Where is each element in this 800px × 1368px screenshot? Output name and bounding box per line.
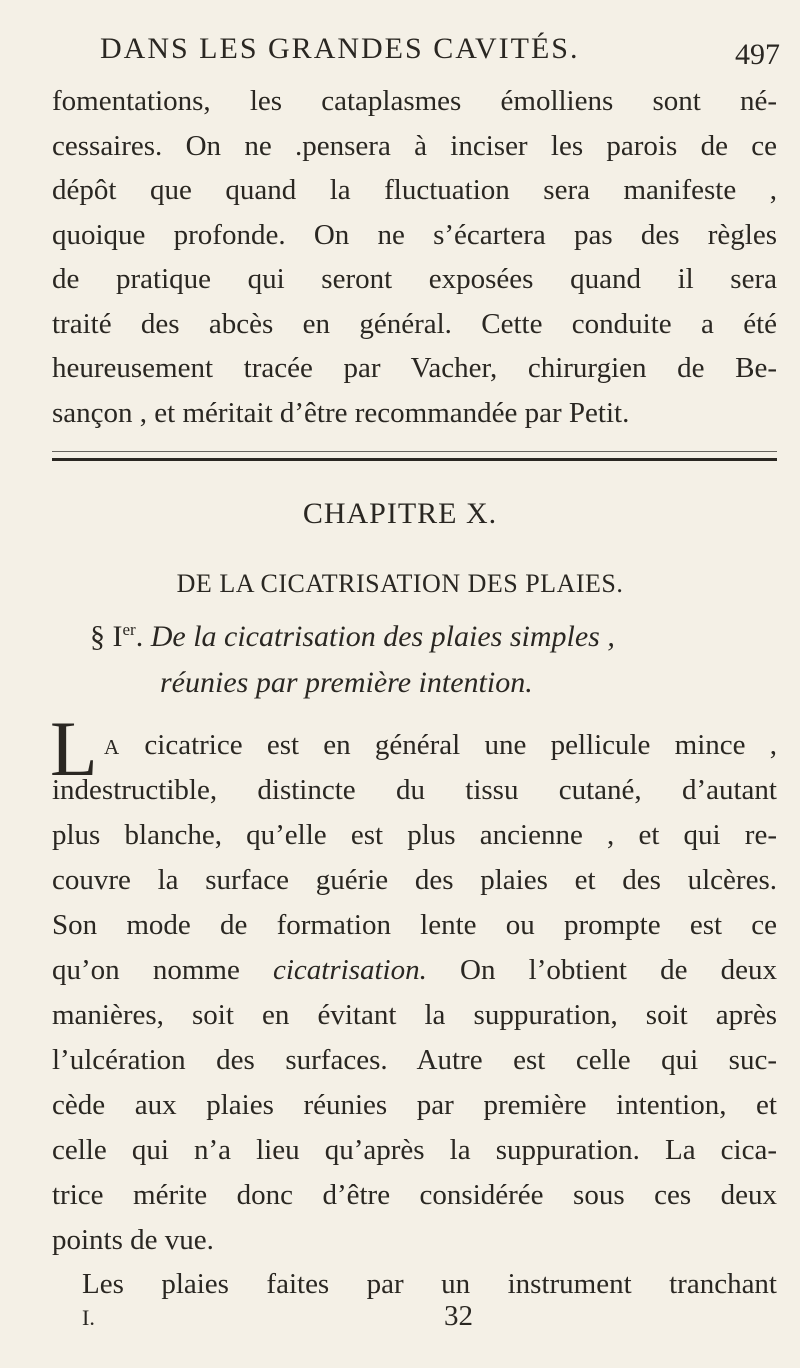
text-span: On l’obtient de deux	[460, 954, 777, 986]
text-line: cède aux plaies réunies par première intention, et	[52, 1089, 777, 1121]
text-line: plus blanche, qu’elle est plus ancienne , et qui re-	[52, 819, 777, 851]
text-line	[52, 954, 777, 987]
page-number: 497	[735, 38, 780, 71]
section-title: De la cicatrisation des plaies simples ,	[150, 620, 615, 653]
chapter-title: DE LA CICATRISATION DES PLAIES.	[176, 569, 624, 598]
running-head-title: DANS LES GRANDES CAVITÉS.	[100, 32, 580, 65]
drop-cap-rest: A	[104, 735, 121, 759]
text-line: trice mérite donc d’être considérée sous ces deux	[52, 1179, 777, 1211]
text-line: cessaires. On ne .pensera à inciser les parois de ce	[52, 130, 777, 162]
section-heading-line1: § Ier. De la cicatrisation des plaies simples ,	[90, 620, 615, 653]
text-line: sançon , et méritait d’être recommandée par Petit.	[52, 397, 630, 429]
chapter-heading: CHAPITRE X.	[302, 497, 498, 530]
italic-term: cicatrisation.	[273, 954, 427, 986]
text-line: l’ulcération des surfaces. Autre est celle qui suc-	[52, 1044, 777, 1076]
text-line	[104, 729, 777, 762]
text-line: celle qui n’a lieu qu’après la suppuration. La cica-	[52, 1134, 777, 1166]
section-numeral-sup: er	[122, 620, 136, 639]
text-line: dépôt que quand la fluctuation sera manifeste ,	[52, 174, 777, 206]
text-line: quoique profonde. On ne s’écartera pas des règles	[52, 219, 777, 251]
section-numeral: I	[112, 620, 123, 653]
section-sign: §	[90, 620, 105, 653]
signature-mark: I.	[82, 1305, 95, 1330]
text-line: indestructible, distincte du tissu cutané, d’autant	[52, 774, 777, 806]
text-line: couvre la surface guérie des plaies et des ulcères.	[52, 864, 777, 896]
gathering-number: 32	[444, 1300, 473, 1332]
text-line: points de vue.	[52, 1224, 214, 1256]
text-line: manières, soit en évitant la suppuration, soit après	[52, 999, 777, 1031]
section-title-cont: réunies par première intention.	[160, 666, 533, 699]
divider-rule-thick	[52, 458, 777, 461]
drop-cap: L	[50, 705, 98, 792]
text-line: fomentations, les cataplasmes émolliens sont né-	[52, 85, 777, 117]
text-line: traité des abcès en général. Cette conduite a été	[52, 308, 777, 340]
text-span: cicatrice est en général une pellicule mince ,	[144, 729, 777, 761]
text-line: Les plaies faites par un instrument tranchant	[82, 1268, 777, 1300]
divider-rule	[52, 451, 777, 452]
text-line: de pratique qui seront exposées quand il sera	[52, 263, 777, 295]
text-line: Son mode de formation lente ou prompte est ce	[52, 909, 777, 941]
section-heading-line2	[160, 666, 533, 700]
text-line: heureusement tracée par Vacher, chirurgien de Be-	[52, 352, 777, 384]
text-span: qu’on nomme	[52, 954, 240, 986]
